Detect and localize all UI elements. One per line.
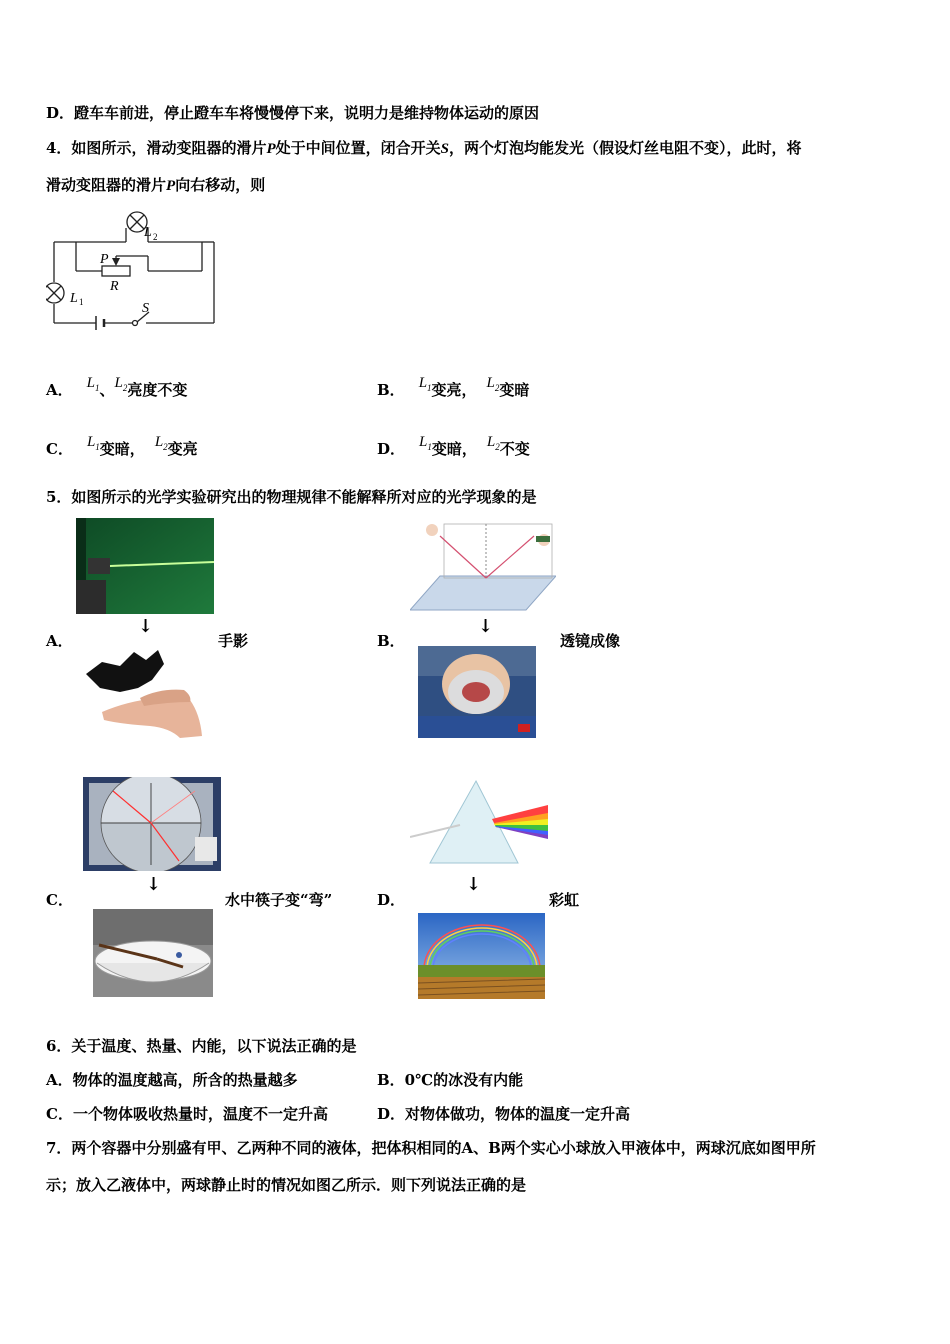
q4-stem-part: 处于中间位置，闭合开关 [275, 139, 441, 157]
q4-stem-part: 滑动变阻器的滑片 [46, 176, 167, 194]
lamp-l2-symbol: $L_2$ [486, 375, 500, 393]
circuit-label-l2-sub: 2 [153, 232, 158, 242]
q7-stem-line2: 示；放入乙液体中，两球静止时的情况如图乙所示．则下列说法正确的是 [46, 1176, 527, 1194]
q4-stem-part: ，两个灯泡均能发光（假设灯丝电阻不变），此时，将 [448, 139, 802, 157]
q5-option-a-label: A． [46, 632, 73, 650]
q4-option-a [46, 375, 188, 401]
option-text: 不变 [499, 440, 530, 458]
option-text: 变暗， [431, 440, 477, 458]
q4-option-c [46, 434, 198, 460]
laser-straight-light-image [76, 518, 214, 614]
down-arrow-icon: ↓ [138, 616, 154, 637]
prism-dispersion-image [410, 779, 548, 865]
q6-option-a: A．物体的温度越高，所含的热量越多 [46, 1071, 298, 1089]
q4-circuit-diagram [46, 206, 221, 331]
lamp-l2-symbol: $L_2$ [154, 434, 168, 452]
option-text: 变暗， [99, 440, 145, 458]
astronaut-water-lens-image [418, 646, 536, 738]
q5-option-d-label: D． [377, 891, 406, 909]
option-text: 变亮， [431, 381, 477, 399]
option-text: 变暗 [499, 381, 530, 399]
option-text: 亮度不变 [127, 381, 188, 399]
circuit-label-l1-sub: 1 [79, 297, 84, 307]
q4-stem-line2 [46, 174, 265, 195]
circuit-label-s: S [142, 301, 149, 316]
q4-switch-symbol: S [440, 141, 449, 157]
q4-option-d [377, 434, 530, 460]
q4-stem-line1 [46, 137, 802, 158]
q4-stem-part: 向右移动，则 [175, 176, 266, 194]
down-arrow-icon: ↓ [478, 616, 494, 637]
rainbow-landscape-image [418, 913, 545, 999]
option-label: D． [377, 440, 406, 458]
option-text: 变亮 [167, 440, 198, 458]
hand-shadow-image [80, 644, 206, 740]
down-arrow-icon: ↓ [146, 874, 162, 895]
q4-slider-symbol: P [166, 178, 176, 194]
q5-option-c-label: C． [46, 891, 73, 909]
q4-option-b [377, 375, 530, 401]
q7-stem-line1: 7．两个容器中分别盛有甲、乙两种不同的液体，把体积相同的A、B两个实心小球放入甲液体中，两球沉底如图甲所 [46, 1139, 816, 1157]
refraction-protractor-experiment-image [83, 777, 221, 871]
q5-option-b-text: 透镜成像 [560, 632, 621, 650]
q3-option-d: D．蹬车车前进，停止蹬车车将慢慢停下来，说明力是维持物体运动的原因 [46, 104, 540, 122]
down-arrow-icon: ↓ [466, 874, 482, 895]
circuit-label-l1: L [70, 291, 78, 306]
circuit-label-l2: L [144, 225, 152, 240]
q4-stem-part: 4．如图所示，滑动变阻器的滑片 [46, 139, 267, 157]
option-label: A． [46, 381, 73, 399]
lamp-l2-symbol: $L_2$ [486, 434, 500, 452]
q5-option-d-text: 彩虹 [549, 891, 580, 909]
lamp-l1-symbol: $L_1$ [419, 434, 432, 452]
option-separator: 、 [99, 381, 115, 399]
q5-stem: 5．如图所示的光学实验研究出的物理规律不能解释所对应的光学现象的是 [46, 488, 537, 506]
chopsticks-in-water-bowl-image [93, 909, 213, 997]
lamp-l2-symbol: $L_2$ [114, 375, 128, 393]
lamp-l1-symbol: $L_1$ [86, 434, 100, 452]
option-label: B． [377, 381, 405, 399]
circuit-label-r: R [110, 279, 119, 294]
plane-mirror-reflection-diagram [410, 518, 556, 614]
lamp-l1-symbol: $L_1$ [86, 375, 100, 393]
q6-stem: 6．关于温度、热量、内能，以下说法正确的是 [46, 1037, 357, 1055]
q4-slider-symbol: P [266, 141, 276, 157]
q6-option-c: C．一个物体吸收热量时，温度不一定升高 [46, 1105, 328, 1123]
option-label: C． [46, 440, 73, 458]
q5-option-a-text: 手影 [218, 632, 249, 650]
q6-option-b: B．0℃的冰没有内能 [377, 1071, 524, 1089]
q5-option-b-label: B． [377, 632, 405, 650]
circuit-label-p: P [100, 252, 109, 267]
lamp-l1-symbol: $L_1$ [418, 375, 432, 393]
q6-option-d: D．对物体做功，物体的温度一定升高 [377, 1105, 631, 1123]
q5-option-c-text: 水中筷子变“弯” [225, 891, 333, 909]
